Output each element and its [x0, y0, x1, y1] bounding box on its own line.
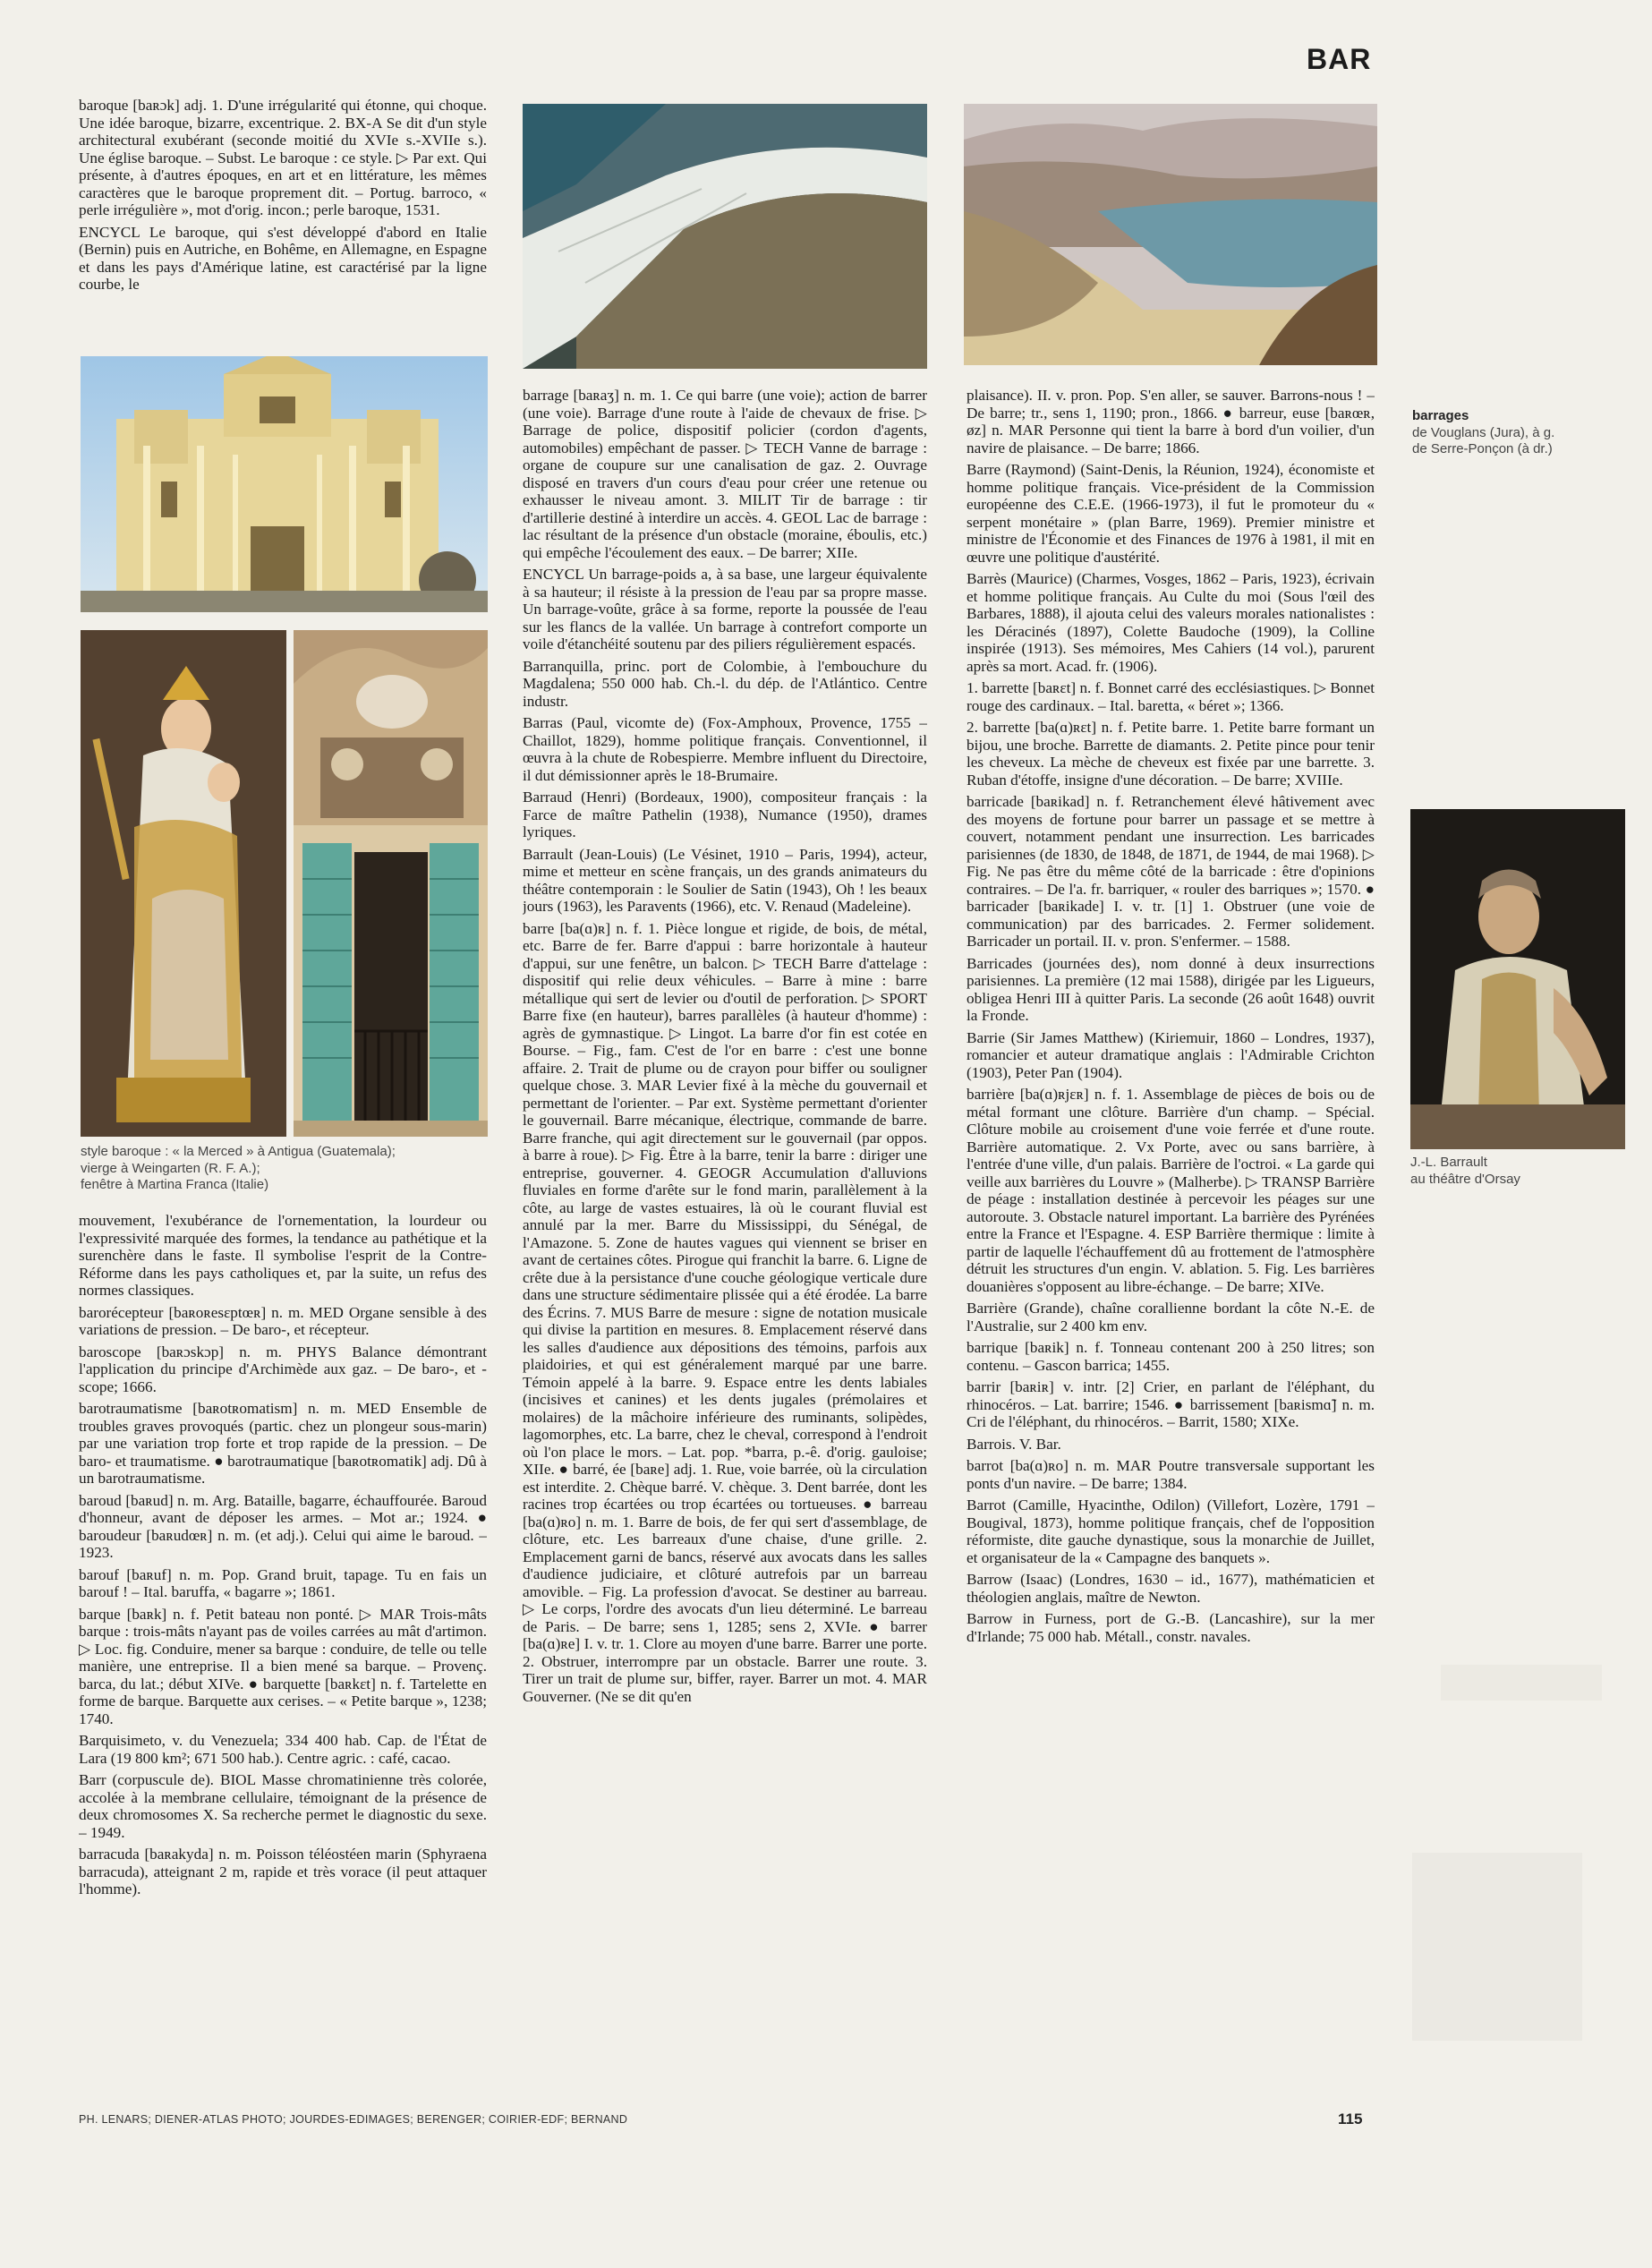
photo-credits: PH. LENARS; DIENER-ATLAS PHOTO; JOURDES-EDIMAGES; BERENGER; COIRIER-EDF; BERNAND [79, 2113, 628, 2126]
entry-barre-raymond: Barre (Raymond) (Saint-Denis, la Réunion, 1924), économiste et homme politique français. Vice-président de la Commission européenne des C.E.E. (1966-1973), il fut le promoteur du « serpent monétaire » (plan Barre, 1969). Premier ministre et ministre de l'Économie et des Finances de 1976 à 1981, il mit en œuvre une politique d'austérité. [967, 461, 1375, 566]
caption-barrages-title: barrages [1412, 408, 1469, 423]
caption-barrages-line1: de Vouglans (Jura), à g. [1412, 424, 1555, 440]
entry-barrow-in-furness: Barrow in Furness, port de G.-B. (Lancashire), sur la mer d'Irlande; 75 000 hab. Métall., constr. navales. [967, 1610, 1375, 1645]
entry-barricade: barricade [baʀikad] n. f. Retranchement élevé hâtivement avec des moyens de fortune pour barrer un passage et se mettre à couvert, notamment pendant une insurrection. Les barricades parisiennes (de 1830, de 1848, de 1871, de 1944, de mai 1968). ▷ Fig. Ne pas être du même côté de la barricade : être d'opinions contraires. – De l'a. fr. barriquer, « rouler des barriques »; 1570. ● barricader [baʀikade] I. v. tr. [1] 1. Obstruer (une voie de communication) par des barricades. 2. Fermer solidement. Barricader un portail. II. v. pron. S'enfermer. – 1588. [967, 793, 1375, 950]
caption-barrault [1410, 1155, 1625, 1188]
entry-baroud: baroud [baʀud] n. m. Arg. Bataille, bagarre, échauffourée. Baroud d'honneur, avant de déposer les armes. – Mot ar.; 1924. ● baroudeur [baʀudœʀ] n. m. (et adj.). Celui qui aime le baroud. – 1923. [79, 1491, 487, 1561]
running-head: BAR [1307, 43, 1372, 75]
caption-baroque-line3: fenêtre à Martina Franca (Italie) [81, 1177, 269, 1192]
bleed-through-block-1 [1441, 1665, 1602, 1701]
entry-barranquilla: Barranquilla, princ. port de Colombie, à l'embouchure du Magdalena; 550 000 hab. Ch.-l. du dép. de l'Atlántico. Centre industr. [523, 657, 927, 710]
entry-barorecepteur: barorécepteur [baʀoʀesɛptœʀ] n. m. MED Organe sensible à des variations de pression. – De baro-, et récepteur. [79, 1303, 487, 1338]
entry-barriere: barrière [ba(ɑ)ʀjɛʀ] n. f. 1. Assemblage de pièces de bois ou de métal formant une clôture. Barrière d'un champ. – Spécial. Clôture mobile au croisement d'une voie ferrée et d'une route. Barrière automatique. 2. Vx Porte, avec ou sans barrière, à l'entrée d'une ville, d'un palais. Barrière de l'octroi. « La garde qui veille aux barrières du Louvre » (Malherbe). ▷ TRANSP Barrière de péage : installation destinée à percevoir les péages sur une autoroute. 3. Obstacle naturel important. La barrière des Pyrénées entre la France et l'Espagne. 4. ESP Barrière thermique : limite à partir de laquelle l'échauffement dû au frottement de l'atmosphère détruit les structures d'un engin. V. ablation. 5. Fig. Les barrières douanières s'opposent au libre-échange. – De barre; XIVe. [967, 1086, 1375, 1295]
entry-barouf: barouf [baʀuf] n. m. Pop. Grand bruit, tapage. Tu en fais un barouf ! – Ital. baruffa, « bagarre »; 1861. [79, 1565, 487, 1600]
bleed-through-block-2 [1412, 1853, 1582, 2041]
caption-barrages [1412, 408, 1582, 458]
entry-barriere-grande: Barrière (Grande), chaîne corallienne bordant la côte N.-E. de l'Australie, sur 2 400 km env. [967, 1300, 1375, 1334]
entry-barrie: Barrie (Sir James Matthew) (Kiriemuir, 1860 – Londres, 1937), romancier et auteur dramatique anglais : l'Admirable Crichton (1903), Peter Pan (1904). [967, 1028, 1375, 1081]
entry-barras: Barras (Paul, vicomte de) (Fox-Amphoux, Provence, 1755 – Chaillot, 1829), homme politique français. Conventionnel, il œuvra à la chute de Robespierre. Membre influent du Directoire, il dut démissionner après le 18-Brumaire. [523, 714, 927, 784]
page-number: 115 [1338, 2110, 1363, 2127]
entry-barrot-camille: Barrot (Camille, Hyacinthe, Odilon) (Villefort, Lozère, 1791 – Bougival, 1873), homme politique français, chef de l'opposition réformiste, dite gauche dynastique, sous la monarchie de Juillet, et organisateur de la « Campagne des banquets ». [967, 1496, 1375, 1566]
caption-barrault-line: au théâtre d'Orsay [1410, 1171, 1520, 1187]
entry-barrage-encycl: ENCYCL Un barrage-poids a, à sa base, une largeur équivalente à sa hauteur; il résiste à la pression de l'eau par sa propre masse. Un barrage-voûte, grâce à sa forme, reporte la poussée de l'eau sur les flancs de la vallée. Un barrage à contrefort comporte un voile d'étanchéité soutenu par des piliers régulièrement espacés. [523, 566, 927, 652]
entry-barre: barre [ba(ɑ)ʀ] n. f. 1. Pièce longue et rigide, de bois, de métal, etc. Barre de fer. Barre d'appui : barre horizontale à hauteur d'appui, sur une fenêtre, un balcon. ▷ TECH Barre d'attelage : dispositif qui relie deux véhicules. – Barre à mine : barre métallique qui sert de levier ou d'outil de perforation. ▷ SPORT Barre fixe (en hauteur), barres parallèles (à hauteur d'homme) : agrès de gymnastique. ▷ Lingot. La barre d'or fin est cotée en Bourse. – Fig., fam. C'est de l'or en barre : c'est une bonne affaire. 2. Trait de plume ou de crayon pour biffer ou souligner quelque chose. 3. MAR Levier fixé à la mèche du gouvernail et permettant de l'orienter. – Par ext. Système permettant d'orienter le gouvernail. Barre mécanique, électrique, commande de barre. Barre franche, qui agit directement sur le gouvernail (par oppos. à barre à roue). ▷ Fig. Être à la barre, tenir la barre : diriger une entreprise, gouverner. 4. GEOGR Accumulation d'alluvions fluviales en forme d'arête sur le fond marin, parallèlement à la côte, au large de vastes estuaires, là où le courant fluvial est annulé par la mer. Barre du Mississippi, du Sénégal, de l'Amazone. 5. Zone de hautes vagues qui viennent se briser en avant de certaines côtes. Pirogue qui franchit la barre. 6. Ligne de crête due à la persistance d'une couche géologique verticale dure dans une structure sédimentaire plissée qui a été érodée. La barre des Écrins. 7. MUS Barre de mesure : signe de notation musicale qui divise la partition en mesures. 8. Emplacement réservé dans les salles d'audience aux dépositions des témoins, parfois aux plaidoiries, et qui est généralement marqué par une barre. Témoin appelé à la barre. 9. Espace entre les dents labiales (incisives et canines) et les dents jugales (prémolaires et molaires) de la mâchoire inférieure des ruminants, solipèdes, lagomorphes, etc. La barre, chez le cheval, correspond à l'endroit où l'on place le mors. – Lat. pop. *barra, p.-ê. d'orig. gauloise; XIIe. ● barré, ée [baʀe] adj. 1. Rue, voie barrée, où la circulation est interdite. 2. Chèque barré. V. chèque. 3. Dent barrée, dont les racines trop écartées ou trop écartées ou tortueuses. ● barreau [ba(ɑ)ʀo] n. m. 1. Barre de bois, de fer qui sert d'assemblage, de clôture, etc. Les barreaux d'une chaise, d'une grille. 2. Emplacement garni de bancs, réservé aux avocats dans les salles d'audience judiciaire, et clôturé autrefois par un barreau amovible. – Fig. La profession d'avocat. Se destiner au barreau. ▷ Le corps, l'ordre des avocats d'un lieu déterminé. Le barreau de Paris. – De barre; sens 1, 1285; sens 2, XVIe. ● barrer [ba(ɑ)ʀe] I. v. tr. 1. Clore au moyen d'une barre. Barrer une porte. 2. Obstruer, interrompre par un obstacle. Barrer une route. 3. Tirer un trait de plume sur, biffer, rayer. Barrer un mot. 4. MAR Gouverner. (Ne se dit qu'en [523, 919, 927, 1705]
entry-barricades: Barricades (journées des), nom donné à deux insurrections parisiennes. La première (12 mai 1588), dirigée par les Ligueurs, obligea Henri III à quitter Paris. La seconde (26 août 1648) ouvrit la Fronde. [967, 954, 1375, 1024]
photo-la-merced-church [81, 356, 488, 612]
column-3 [967, 387, 1375, 2092]
photo-barrault-theatre [1410, 809, 1625, 1149]
entry-baroque: baroque [baʀɔk] adj. 1. D'une irrégularité qui étonne, qui choque. Une idée baroque, bizarre, excentrique. 2. BX-A Se dit d'un style architectural exubérant (seconde moitié du XVIe s.-XVIIe s.). Une église baroque. – Subst. Le baroque : ce style. ▷ Par ext. Qui présente, à d'autres époques, en art et en littérature, les mêmes caractères que le baroque proprement dit. – Portug. barroco, « perle irrégulière », mot d'orig. incon.; perle baroque, 1531. [79, 97, 487, 218]
caption-baroque-line1: style baroque : « la Merced » à Antigua (Guatemala); [81, 1144, 396, 1159]
entry-barrer-end: plaisance). II. v. pron. Pop. S'en aller, se sauver. Barrons-nous ! – De barre; tr., sens 1, 1190; pron., 1866. ● barreur, euse [baʀœʀ, øz] n. MAR Personne qui tient la barre à bord d'un voilier, d'un navire de plaisance. – De barre; 1866. [967, 387, 1375, 456]
entry-barrot: barrot [ba(ɑ)ʀo] n. m. MAR Poutre transversale supportant les ponts d'un navire. – De barre; 1384. [967, 1457, 1375, 1492]
entry-barrault: Barrault (Jean-Louis) (Le Vésinet, 1910 – Paris, 1994), acteur, mime et metteur en scène français, un des grands animateurs du théâtre contemporain : le Soulier de Satin (1943), Oh ! les beaux jours (1963), les Paravents (1966), etc. V. Renaud (Madeleine). [523, 845, 927, 915]
caption-barrages-line2: de Serre-Ponçon (à dr.) [1412, 441, 1553, 456]
entry-barotraumatisme: barotraumatisme [baʀotʀomatism] n. m. MED Ensemble de troubles graves provoqués (partic. chez un plongeur sous-marin) par une variation trop forte et trop rapide de la pression. – De baro- et traumatisme. ● barotraumatique [baʀotʀomatik] adj. Dû à un barotraumatisme. [79, 1400, 487, 1487]
photo-martina-franca-window [294, 825, 488, 1137]
entry-barres: Barrès (Maurice) (Charmes, Vosges, 1862 – Paris, 1923), écrivain et homme politique français. Au Culte du moi (Sous l'œil des Barbares, 1888), il ajouta celui des valeurs morales nationalistes : les Déracinés (1897), Colette Baudoche (1909), la Colline inspirée (1913). Ses mémoires, Mes Cahiers (14 vol.), parurent après sa mort. Acad. fr. (1906). [967, 570, 1375, 675]
entry-barrette-2: 2. barrette [ba(ɑ)ʀɛt] n. f. Petite barre. 1. Petite barre formant un bijou, une broche. Barrette de diamants. 2. Petite pince pour tenir les cheveux. La mèche de cheveux est fixée par une barrette. 3. Ruban d'étoffe, insigne d'une décoration. – De barre; XVIIIe. [967, 719, 1375, 789]
entry-barrique: barrique [baʀik] n. f. Tonneau contenant 200 à 250 litres; son contenu. – Gascon barrica; 1455. [967, 1339, 1375, 1374]
entry-barraud: Barraud (Henri) (Bordeaux, 1900), compositeur français : la Farce de maître Pathelin (1938), Numance (1950), drames lyriques. [523, 789, 927, 840]
column-1-top [79, 97, 487, 356]
photo-barrage-vouglans [523, 104, 927, 369]
entry-barrage: barrage [baʀaʒ] n. m. 1. Ce qui barre (une voie); action de barrer (une voie). Barrage d'une route à l'aide de chevaux de frise. ▷ Barrage de police, dispositif policier (cordon d'agents, automobiles) empêchant de passer. ▷ TECH Vanne de barrage : organe de coupure sur une canalisation de gaz. 2. Ouvrage disposé en travers d'un cours d'eau pour créer une retenue ou exhausser le niveau amont. 3. MILIT Tir de barrage : tir d'artillerie destiné à interdire un accès. 4. GEOL Lac de barrage : lac résultant de la présence d'un obstacle (moraine, éboulis, etc.) qui empêche l'écoulement des eaux. – De barrer; XIIe. [523, 387, 927, 561]
entry-baroque-encycl-end: mouvement, l'exubérance de l'ornementation, la lourdeur ou l'expressivité marquée des formes, la tendance au pathétique et la surenchère dans le faste. Il symbolise l'esprit de la Contre-Réforme dans les pays catholiques et, par la suite, un refus des normes classiques. [79, 1212, 487, 1299]
entry-barquisimeto: Barquisimeto, v. du Venezuela; 334 400 hab. Cap. de l'État de Lara (19 800 km²; 671 500 hab.). Centre agric. : café, cacao. [79, 1732, 487, 1767]
entry-baroque-encycl: ENCYCL Le baroque, qui s'est développé d'abord en Italie (Bernin) puis en Autriche, en Bohême, en Allemagne, en Espagne et dans les pays d'Amérique latine, est caractérisé par la ligne courbe, le [79, 223, 487, 293]
photo-weingarten-ornament [294, 630, 488, 825]
photo-barrage-serre-poncon [964, 104, 1377, 365]
entry-barrow: Barrow (Isaac) (Londres, 1630 – id., 1677), mathématicien et théologien anglais, maître de Newton. [967, 1571, 1375, 1606]
entry-barr: Barr (corpuscule de). BIOL Masse chromatinienne très colorée, accolée à la membrane cellulaire, témoignant de la présence de deux chromosomes X. Sa recherche permet le diagnostic du sexe. – 1949. [79, 1771, 487, 1841]
column-2 [523, 387, 927, 2092]
entry-barque: barque [baʀk] n. f. Petit bateau non ponté. ▷ MAR Trois-mâts barque : trois-mâts n'ayant pas de voiles carrées au mât d'artimon. ▷ Loc. fig. Conduire, mener sa barque : conduire, de telle ou telle manière, une entreprise. Il a bien mené sa barque. – Provenç. barca, du lat.; début XIVe. ● barquette [baʀkɛt] n. f. Tartelette en forme de barque. Barquette aux cerises. – « Petite barque », 1238; 1740. [79, 1605, 487, 1727]
entry-baroscope: baroscope [baʀɔskɔp] n. m. PHYS Balance démontrant l'application du principe d'Archimède aux gaz. – De baro-, et -scope; 1666. [79, 1343, 487, 1395]
caption-baroque [81, 1144, 492, 1194]
entry-barrois: Barrois. V. Bar. [967, 1435, 1061, 1453]
entry-barrette-1: 1. barrette [baʀɛt] n. f. Bonnet carré des ecclésiastiques. ▷ Bonnet rouge des cardinaux. – Ital. baretta, « béret »; 1366. [967, 679, 1375, 714]
entry-barracuda: barracuda [baʀakyda] n. m. Poisson téléostéen marin (Sphyraena barracuda), atteignant 2 m, rapide et très vorace (il peut attaquer l'homme). [79, 1846, 487, 1897]
caption-baroque-line2: vierge à Weingarten (R. F. A.); [81, 1160, 260, 1176]
photo-virgin-statue [81, 630, 286, 1137]
column-1-bottom [79, 1212, 487, 2089]
entry-barrir: barrir [baʀiʀ] v. intr. [2] Crier, en parlant de l'éléphant, du rhinocéros. – Lat. barrire; 1546. ● barrissement [baʀismɑ̃] n. m. Cri de l'éléphant, du rhinocéros. – Barrit, 1580; XIXe. [967, 1378, 1375, 1430]
caption-barrault-name: J.-L. Barrault [1410, 1155, 1487, 1170]
